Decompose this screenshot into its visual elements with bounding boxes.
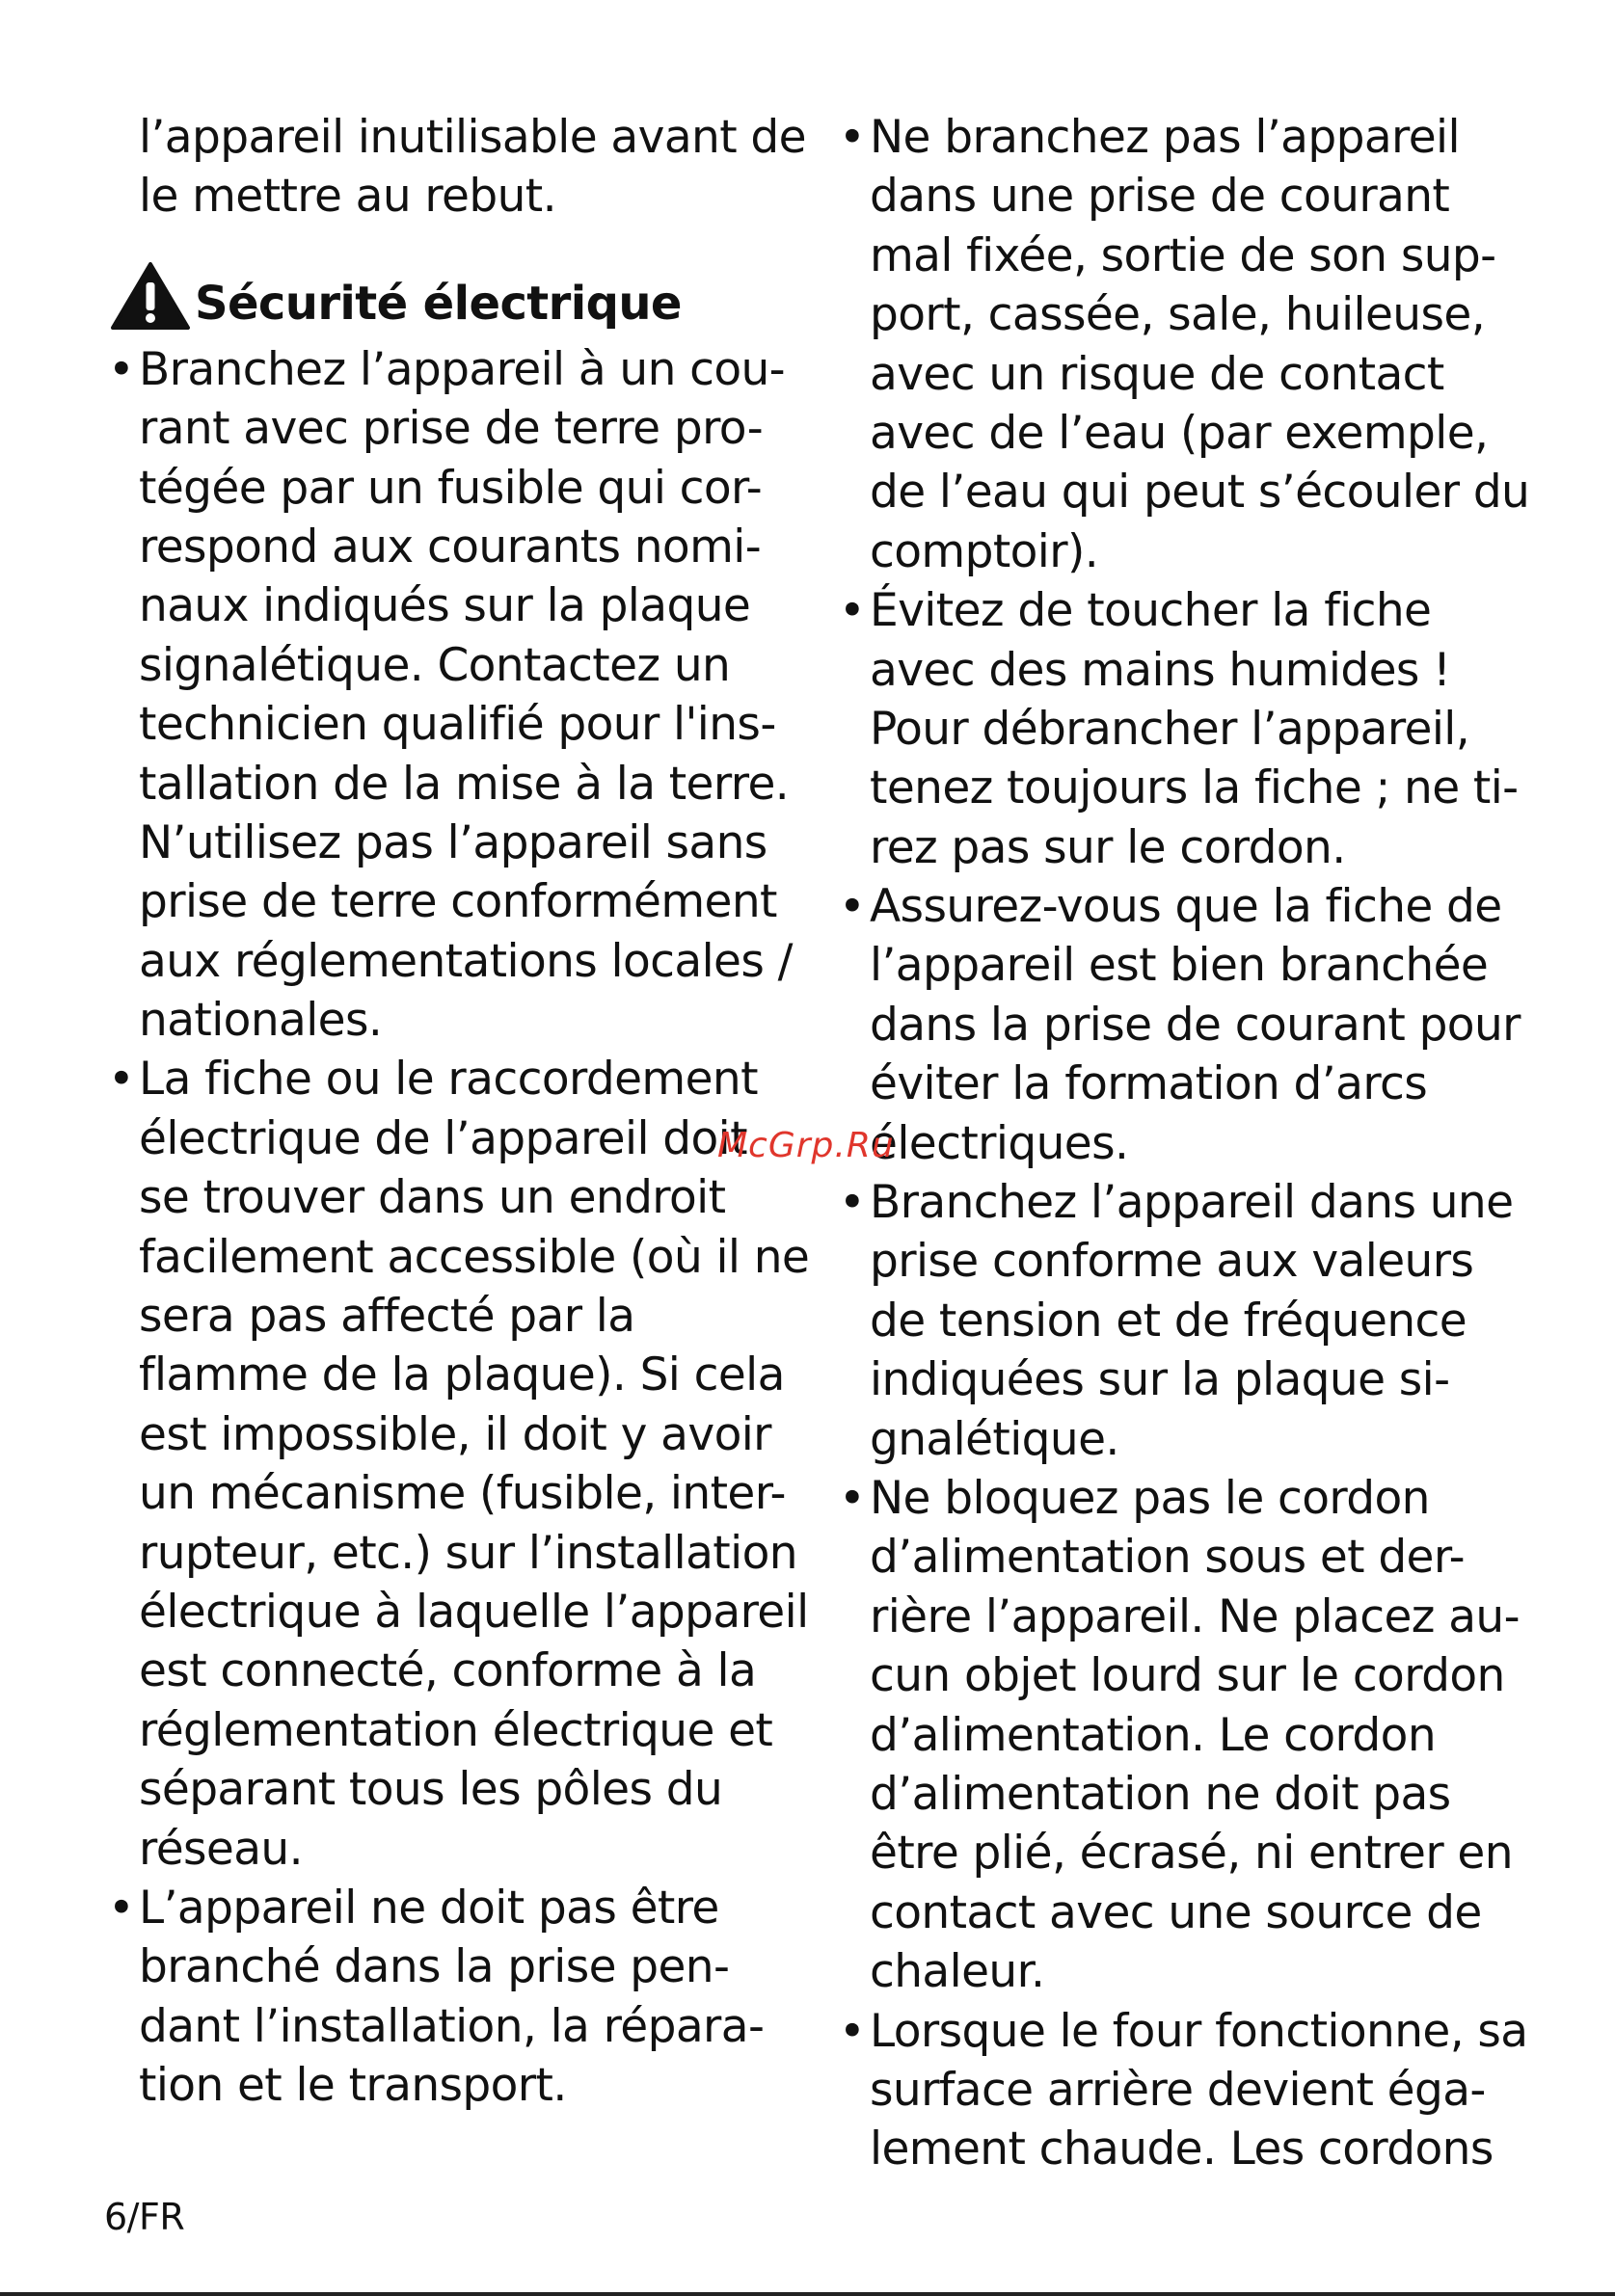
text-line: avec de l’eau (par exemple, [870,406,1489,460]
list-item [835,581,1529,877]
text-line: tion et le transport. [139,2059,567,2113]
list-item [104,1879,798,2116]
text-line: rupteur, etc.) sur l’installation [139,1526,797,1580]
text-line: naux indiqués sur la plaque [139,579,751,633]
text-line: réseau. [139,1822,303,1876]
text-line: Pour débrancher l’appareil, [870,702,1470,756]
bullet-icon: • [108,1053,135,1107]
text-line: flamme de la plaque). Si cela [139,1348,785,1402]
text-line: avec des mains humides ! [870,643,1451,697]
section-heading-text: Sécurité électrique [195,276,682,331]
text-line: prise de terre conformément [139,875,777,929]
bullet-icon: • [108,1881,135,1935]
list-item [104,340,798,1051]
bottom-rule [0,2292,1615,2296]
text-line: rière l’appareil. Ne placez au- [870,1589,1520,1643]
text-line: tallation de la mise à la terre. [139,757,790,811]
text-line: indiquées sur la plaque si- [870,1353,1450,1407]
list-item [835,877,1529,1173]
text-line: signalétique. Contactez un [139,638,731,692]
text-line: rez pas sur le cordon. [870,820,1346,874]
text-line: sera pas affecté par la [139,1290,635,1344]
text-line: Évitez de toucher la fiche [870,584,1432,638]
text-line: cun objet lourd sur le cordon [870,1649,1505,1703]
text-line: de l’eau qui peut s’écouler du [870,466,1530,520]
text-line: contact avec une source de [870,1885,1482,1939]
text-line: mal fixée, sortie de son sup- [870,228,1496,282]
text-line: Ne branchez pas l’appareil [870,111,1460,164]
text-line: électrique à laquelle l’appareil [139,1585,809,1639]
text-line: l’appareil inutilisable avant de [139,111,806,164]
text-line: Lorsque le four fonctionne, sa [870,2004,1528,2058]
bullet-icon: • [839,1471,866,1525]
section-heading [104,232,798,340]
text-line: dant l’installation, la répara- [139,1999,765,2053]
text-line: électrique de l’appareil doit [139,1111,747,1165]
text-line: branché dans la prise pen- [139,1940,730,1994]
text-line: d’alimentation sous et der- [870,1531,1465,1585]
text-line: gnalétique. [870,1412,1119,1466]
text-line: Branchez l’appareil à un cou- [139,342,786,396]
text-line: d’alimentation ne doit pas [870,1767,1451,1821]
bullet-icon: • [839,880,866,934]
list-item [835,1469,1529,2002]
text-line: Assurez-vous que la fiche de [870,880,1502,934]
text-line: respond aux courants nomi- [139,520,762,574]
text-line: Branchez l’appareil dans une [870,1176,1514,1230]
text-line: l’appareil est bien branchée [870,939,1489,993]
text-line: éviter la formation d’arcs [870,1057,1428,1111]
text-line: rant avec prise de terre pro- [139,402,764,456]
text-line: La fiche ou le raccordement [139,1053,758,1107]
bullet-icon: • [839,111,866,164]
text-line: d’alimentation. Le cordon [870,1708,1437,1762]
list-item [835,108,1529,581]
warning-triangle-icon [110,261,191,331]
text-line: réglementation électrique et [139,1703,773,1757]
text-line: lement chaude. Les cordons [870,2122,1494,2176]
text-line: de tension et de fréquence [870,1294,1467,1348]
text-line: est connecté, conforme à la [139,1644,757,1698]
bullet-icon: • [839,584,866,638]
intro-paragraph [104,108,806,227]
text-line: être plié, écrasé, ni entrer en [870,1827,1513,1881]
text-line: dans la prise de courant pour [870,998,1521,1052]
text-line: aux réglementations locales / [139,934,793,988]
text-line: Ne bloquez pas le cordon [870,1471,1430,1525]
text-line: tégée par un fusible qui cor- [139,461,763,515]
text-line: dans une prise de courant [870,170,1450,224]
bullet-icon: • [108,342,135,396]
text-line: tenez toujours la fiche ; ne ti- [870,761,1519,815]
text-line: nationales. [139,994,383,1048]
text-line: comptoir). [870,524,1099,578]
text-line: se trouver dans un endroit [139,1171,726,1225]
text-line: surface arrière devient éga- [870,2063,1486,2117]
text-line: prise conforme aux valeurs [870,1235,1474,1289]
text-line: électriques. [870,1116,1129,1170]
text-line: un mécanisme (fusible, inter- [139,1467,786,1521]
bullet-icon: • [839,1176,866,1230]
right-column [835,108,1529,2179]
text-line: le mettre au rebut. [139,170,556,224]
text-line: est impossible, il doit y avoir [139,1407,771,1461]
text-line: technicien qualifié pour l'ins- [139,698,776,752]
bullet-icon: • [839,2004,866,2058]
text-line: avec un risque de contact [870,347,1444,401]
list-item [835,2002,1529,2179]
watermark: McGrp.Ru [717,1126,895,1165]
text-line: chaleur. [870,1945,1045,1999]
text-line: port, cassée, sale, huileuse, [870,288,1486,342]
text-line: L’appareil ne doit pas être [139,1881,719,1935]
list-item [835,1173,1529,1469]
text-line: séparant tous les pôles du [139,1763,723,1817]
text-line: facilement accessible (où il ne [139,1230,810,1284]
text-line: N’utilisez pas l’appareil sans [139,815,767,869]
page-number: 6/FR [104,2196,185,2238]
